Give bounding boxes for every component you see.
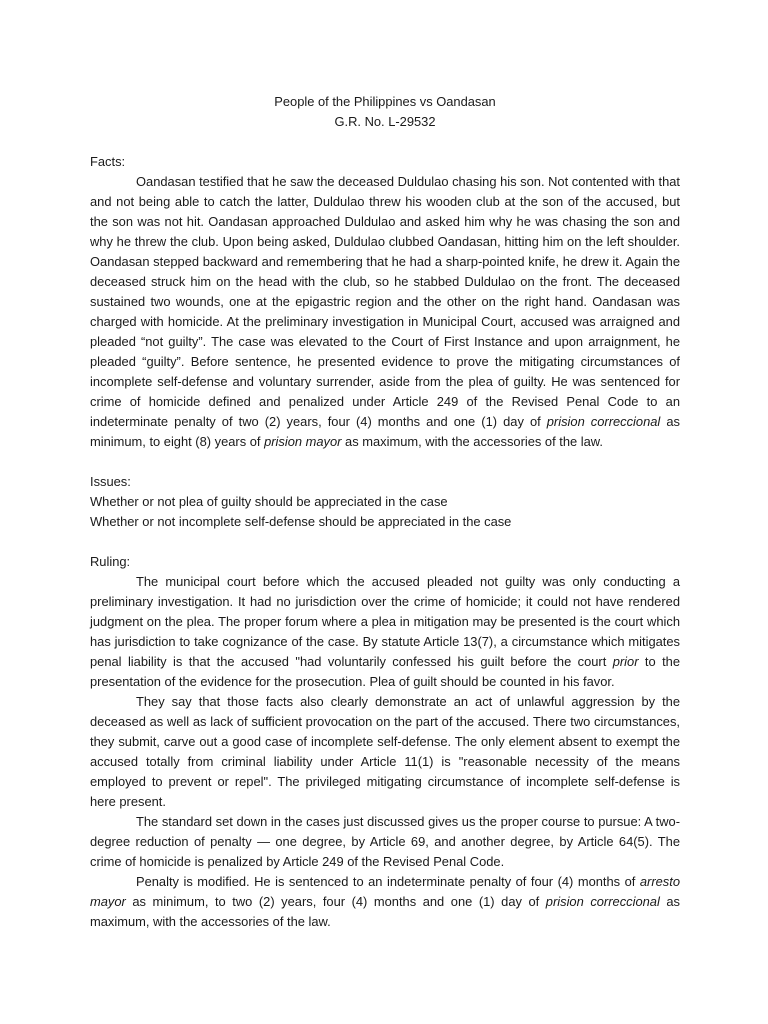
facts-italic-prision-mayor: prision mayor [264, 434, 342, 449]
ruling-paragraph-3: The standard set down in the cases just discussed gives us the proper course to pursue: A two-degree reduction of penalty — one degree, by Article 69, and another degree, by Article 64(5). The crime of homicide is penalized by Article 249 of the Revised Penal Code. [90, 814, 680, 869]
facts-text-part3: as maximum, with the accessories of the law. [341, 434, 603, 449]
ruling-p4-italic-arresto-mayor: arresto mayor [90, 874, 680, 909]
ruling-p1-text-part1: The municipal court before which the accused pleaded not guilty was only conducting a preliminary investigation. It had no jurisdiction over the crime of homicide; it could not have rendered judgment on the plea. The proper forum where a plea in mitigation may be presented is the court which has jurisdiction to take cognizance of the case. By statute Article 13(7), a circumstance which mitigates penal liability is that the accused "had voluntarily confessed his guilt before the court [90, 574, 680, 669]
ruling-p1-italic-prior: prior [612, 654, 639, 669]
case-title: People of the Philippines vs Oandasan [274, 94, 496, 109]
ruling-p4-text-part1: Penalty is modified. He is sentenced to an indeterminate penalty of four (4) months of [136, 874, 640, 889]
ruling-heading: Ruling: [90, 554, 131, 569]
ruling-paragraph-1 [90, 572, 680, 692]
ruling-p1-text-part2: to the presentation of the evidence for the prosecution. Plea of guilt should be counted in his favor. [90, 654, 680, 689]
case-number: G.R. No. L-29532 [334, 114, 436, 129]
issue-item: Whether or not incomplete self-defense should be appreciated in the case [90, 514, 512, 529]
ruling-p4-italic-prision-correccional: prision correccional [545, 894, 660, 909]
ruling-p4-text-part3: as maximum, with the accessories of the law. [90, 894, 680, 929]
facts-text-part1: Oandasan testified that he saw the deceased Duldulao chasing his son. Not contented with that and not being able to catch the latter, Duldulao threw his wooden club at the son of the accused, but the son was not hit. Oandasan approached Duldulao and asked him why he was chasing the son and why he threw the club. Upon being asked, Duldulao clubbed Oandasan, hitting him on the left shoulder. Oandasan stepped backward and remembering that he had a sharp-pointed knife, he drew it. Again the deceased struck him on the head with the club, so he stabbed Duldulao on the front. The deceased sustained two wounds, one at the epigastric region and the other on the right hand. Oandasan was charged with homicide. At the preliminary investigation in Municipal Court, accused was arraigned and pleaded “not guilty”. The case was elevated to the Court of First Instance and upon arraignment, he pleaded “guilty”. Before sentence, he presented evidence to prove the mitigating circumstances of incomplete self-defense and voluntary surrender, aside from the plea of guilty. He was sentenced for crime of homicide defined and penalized under Article 249 of the Revised Penal Code to an indeterminate penalty of two (2) years, four (4) months and one (1) day of [90, 174, 680, 429]
ruling-paragraph-4 [90, 872, 680, 932]
facts-italic-prision-correccional: prision correccional [546, 414, 661, 429]
ruling-p4-text-part2: as minimum, to two (2) years, four (4) months and one (1) day of [125, 894, 546, 909]
issues-heading: Issues: [90, 474, 131, 489]
document-title [90, 92, 680, 132]
issue-item: Whether or not plea of guilty should be appreciated in the case [90, 494, 448, 509]
facts-paragraph [90, 172, 680, 452]
facts-text-part2: as minimum, to eight (8) years of [90, 414, 680, 449]
facts-heading: Facts: [90, 154, 126, 169]
ruling-paragraph-2: They say that those facts also clearly demonstrate an act of unlawful aggression by the deceased as well as lack of sufficient provocation on the part of the accused. There two circumstances, they submit, carve out a good case of incomplete self-defense. The only element absent to exempt the accused totally from criminal liability under Article 11(1) is "reasonable necessity of the means employed to prevent or repel". The privileged mitigating circumstance of incomplete self-defense is here present. [90, 694, 680, 809]
